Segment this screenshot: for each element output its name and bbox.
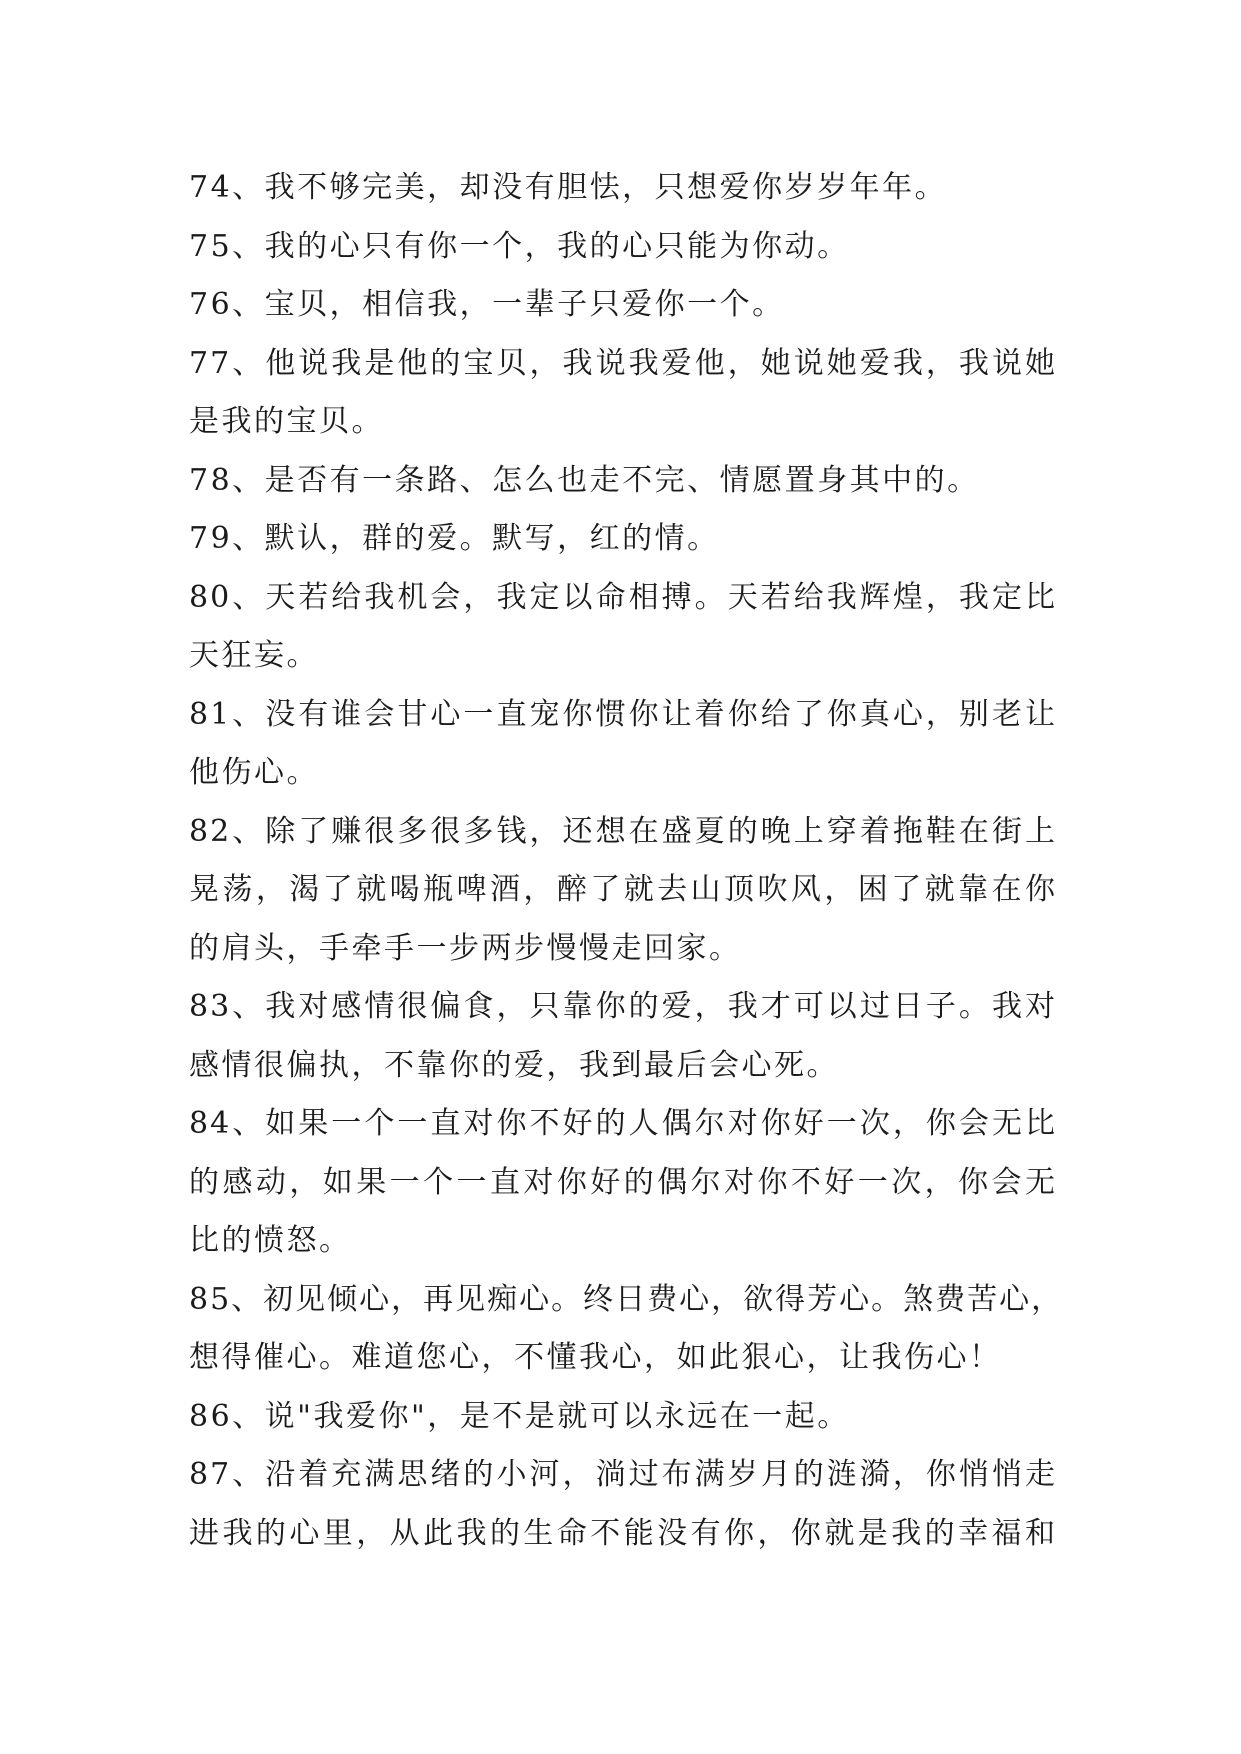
text-line: 感情很偏执，不靠你的爱，我到最后会心死。 xyxy=(189,1047,839,1083)
text-line: 他伤心。 xyxy=(189,755,319,790)
entry-83 xyxy=(189,978,1057,1095)
text-line: 的感动，如果一个一直对你好的偶尔对你不好一次，你会无 xyxy=(189,1164,1057,1200)
text-line: 75、我的心只有你一个，我的心只能为你动。 xyxy=(189,228,850,264)
text-line: 84、如果一个一直对你不好的人偶尔对你好一次，你会无比 xyxy=(189,1106,1057,1141)
text-line: 的肩头，手牵手一步两步慢慢走回家。 xyxy=(189,930,742,966)
text-line: 想得催心。难道您心，不懂我心，如此狠心，让我伤心！ xyxy=(189,1340,1002,1375)
text-line: 81、没有谁会甘心一直宠你惯你让着你给了你真心，别老让 xyxy=(189,696,1057,732)
document-body xyxy=(189,159,1064,1563)
text-line: 比的愤怒。 xyxy=(189,1223,352,1258)
text-line: 86、说"我爱你"，是不是就可以永远在一起。 xyxy=(189,1398,850,1434)
text-line: 74、我不够完美，却没有胆怯，只想爱你岁岁年年。 xyxy=(189,170,948,205)
text-line: 79、默认，群的爱。默写，红的情。 xyxy=(189,521,720,556)
entry-87 xyxy=(189,1446,1057,1563)
entry-84 xyxy=(189,1095,1057,1271)
entry-77 xyxy=(189,335,1057,452)
entry-82 xyxy=(189,803,1057,979)
entry-80 xyxy=(189,569,1057,686)
entry-74 xyxy=(189,159,1057,218)
entry-86 xyxy=(189,1388,1057,1447)
entry-78 xyxy=(189,452,1057,511)
entry-79 xyxy=(189,510,1057,569)
text-line: 是我的宝贝。 xyxy=(189,404,384,439)
entry-75 xyxy=(189,218,1057,277)
text-line: 80、天若给我机会，我定以命相搏。天若给我辉煌，我定比 xyxy=(189,579,1057,615)
entry-76 xyxy=(189,276,1057,335)
text-line: 76、宝贝，相信我，一辈子只爱你一个。 xyxy=(189,287,785,322)
text-line: 78、是否有一条路、怎么也走不完、情愿置身其中的。 xyxy=(189,462,980,498)
text-line: 进我的心里，从此我的生命不能没有你，你就是我的幸福和 xyxy=(189,1515,1057,1551)
text-line: 83、我对感情很偏食，只靠你的爱，我才可以过日子。我对 xyxy=(189,989,1057,1024)
entry-85 xyxy=(189,1271,1064,1388)
entry-81 xyxy=(189,686,1057,803)
text-line: 77、他说我是他的宝贝，我说我爱他，她说她爱我，我说她 xyxy=(189,345,1057,381)
text-line: 晃荡，渴了就喝瓶啤酒，醉了就去山顶吹风，困了就靠在你 xyxy=(189,872,1057,907)
text-line: 82、除了赚很多很多钱，还想在盛夏的晚上穿着拖鞋在街上 xyxy=(189,813,1057,849)
text-line: 87、沿着充满思绪的小河，淌过布满岁月的涟漪，你悄悄走 xyxy=(189,1457,1057,1492)
text-line: 天狂妄。 xyxy=(189,638,319,673)
text-line: 85、初见倾心，再见痴心。终日费心，欲得芳心。煞费苦心， xyxy=(189,1281,1064,1317)
